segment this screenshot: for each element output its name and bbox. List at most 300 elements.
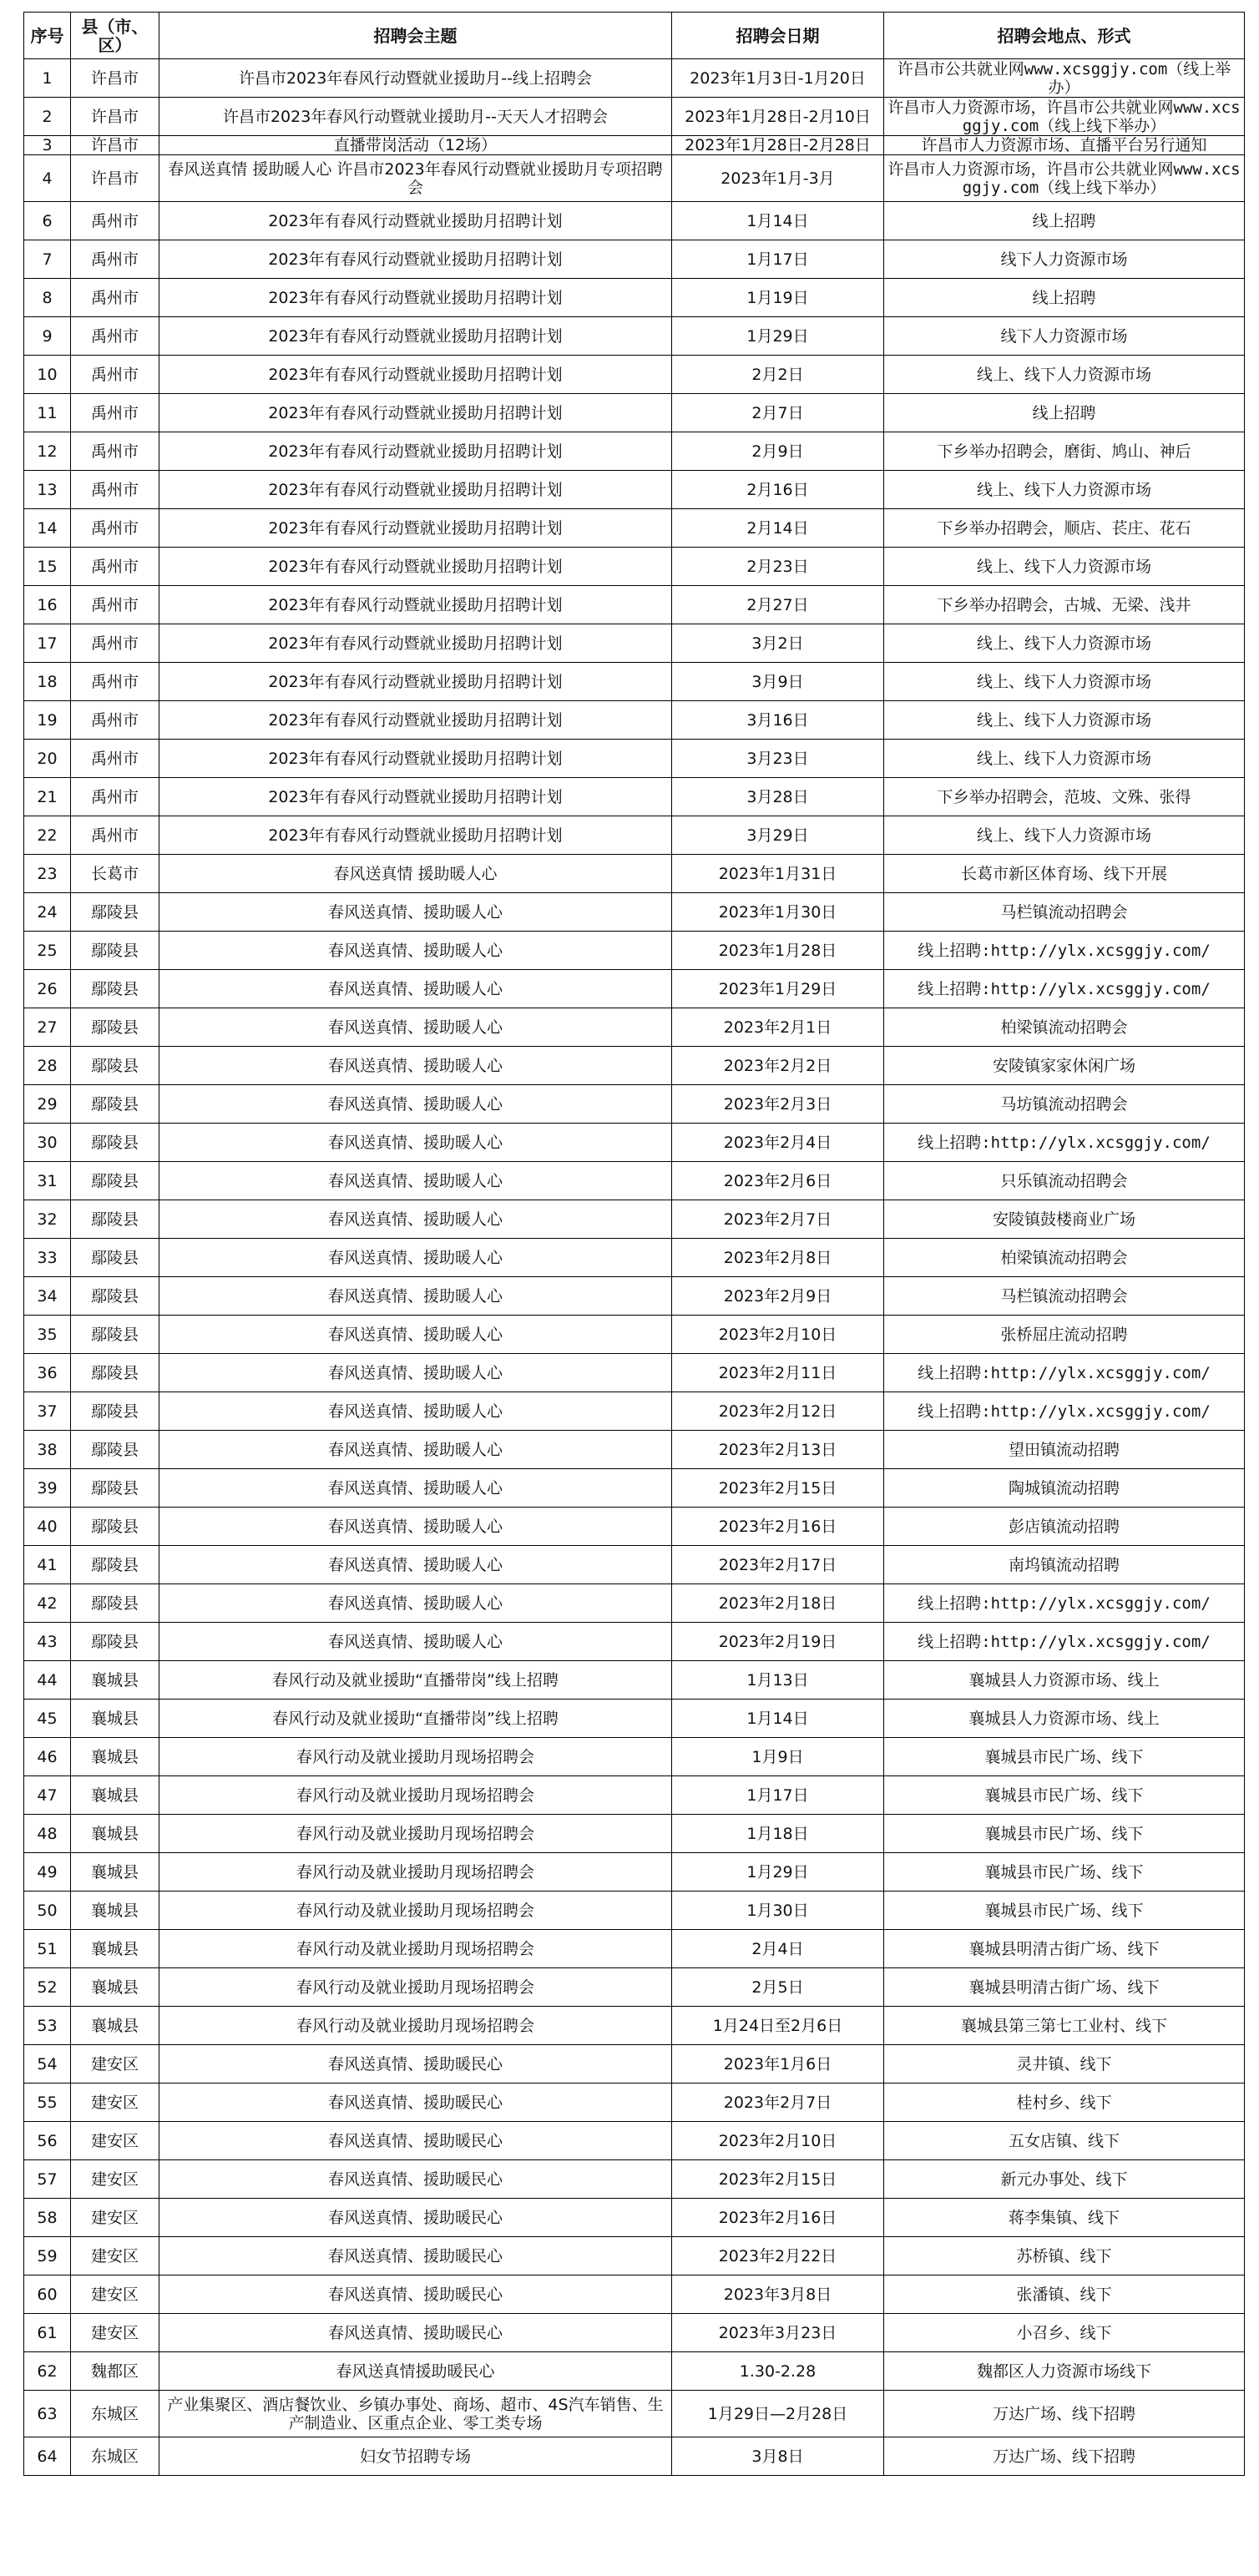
cell-theme[interactable]: 春风送真情、援助暖人心 xyxy=(159,970,672,1008)
cell-county[interactable]: 鄢陵县 xyxy=(71,1392,159,1431)
cell-seq[interactable]: 35 xyxy=(24,1316,71,1354)
cell-date[interactable]: 1月17日 xyxy=(672,1776,884,1815)
cell-seq[interactable]: 56 xyxy=(24,2122,71,2160)
cell-theme[interactable]: 春风送真情、援助暖人心 xyxy=(159,1085,672,1124)
cell-county[interactable]: 鄢陵县 xyxy=(71,1469,159,1508)
cell-venue[interactable]: 襄城县第三第七工业村、线下 xyxy=(884,2007,1245,2045)
cell-theme[interactable]: 春风送真情、援助暖民心 xyxy=(159,2314,672,2352)
cell-theme[interactable]: 春风送真情、援助暖人心 xyxy=(159,1047,672,1085)
cell-date[interactable]: 3月2日 xyxy=(672,624,884,663)
cell-theme[interactable]: 春风送真情、援助暖人心 xyxy=(159,932,672,970)
cell-county[interactable]: 鄢陵县 xyxy=(71,1085,159,1124)
cell-theme[interactable]: 妇女节招聘专场 xyxy=(159,2437,672,2476)
cell-venue[interactable]: 线下人力资源市场 xyxy=(884,240,1245,279)
cell-date[interactable]: 2023年2月1日 xyxy=(672,1008,884,1047)
cell-date[interactable]: 3月9日 xyxy=(672,663,884,701)
cell-venue[interactable]: 陶城镇流动招聘 xyxy=(884,1469,1245,1508)
cell-county[interactable]: 鄢陵县 xyxy=(71,1200,159,1239)
cell-county[interactable]: 鄢陵县 xyxy=(71,932,159,970)
cell-date[interactable]: 2023年1月28日-2月28日 xyxy=(672,136,884,155)
cell-seq[interactable]: 23 xyxy=(24,855,71,893)
cell-date[interactable]: 1月18日 xyxy=(672,1815,884,1853)
cell-venue[interactable]: 柏梁镇流动招聘会 xyxy=(884,1239,1245,1277)
cell-seq[interactable]: 49 xyxy=(24,1853,71,1892)
cell-county[interactable]: 禹州市 xyxy=(71,509,159,548)
cell-county[interactable]: 许昌市 xyxy=(71,155,159,202)
cell-seq[interactable]: 28 xyxy=(24,1047,71,1085)
cell-county[interactable]: 鄢陵县 xyxy=(71,1239,159,1277)
cell-county[interactable]: 许昌市 xyxy=(71,98,159,136)
cell-venue[interactable]: 襄城县明清古街广场、线下 xyxy=(884,1930,1245,1968)
cell-venue[interactable]: 线上招聘:http://ylx.xcsggjy.com/ xyxy=(884,1584,1245,1623)
cell-date[interactable]: 2023年2月10日 xyxy=(672,1316,884,1354)
cell-theme[interactable]: 春风送真情、援助暖人心 xyxy=(159,1431,672,1469)
cell-date[interactable]: 2023年1月3日-1月20日 xyxy=(672,59,884,98)
header-theme[interactable]: 招聘会主题 xyxy=(159,13,672,59)
cell-county[interactable]: 鄢陵县 xyxy=(71,1162,159,1200)
cell-date[interactable]: 1月17日 xyxy=(672,240,884,279)
cell-date[interactable]: 2023年2月10日 xyxy=(672,2122,884,2160)
cell-date[interactable]: 1月29日—2月28日 xyxy=(672,2391,884,2437)
cell-venue[interactable]: 许昌市人力资源市场，许昌市公共就业网www.xcsggjy.com（线上线下举办） xyxy=(884,98,1245,136)
cell-venue[interactable]: 张潘镇、线下 xyxy=(884,2275,1245,2314)
cell-theme[interactable]: 春风行动及就业援助月现场招聘会 xyxy=(159,1776,672,1815)
cell-seq[interactable]: 45 xyxy=(24,1700,71,1738)
cell-theme[interactable]: 春风送真情、援助暖民心 xyxy=(159,2122,672,2160)
cell-county[interactable]: 禹州市 xyxy=(71,624,159,663)
cell-theme[interactable]: 春风送真情、援助暖人心 xyxy=(159,1584,672,1623)
cell-venue[interactable]: 线上、线下人力资源市场 xyxy=(884,471,1245,509)
cell-seq[interactable]: 22 xyxy=(24,816,71,855)
cell-theme[interactable]: 春风送真情、援助暖人心 xyxy=(159,1392,672,1431)
cell-theme[interactable]: 春风送真情、援助暖民心 xyxy=(159,2160,672,2199)
cell-venue[interactable]: 线上、线下人力资源市场 xyxy=(884,740,1245,778)
cell-seq[interactable]: 15 xyxy=(24,548,71,586)
cell-seq[interactable]: 50 xyxy=(24,1892,71,1930)
cell-theme[interactable]: 2023年有春风行动暨就业援助月招聘计划 xyxy=(159,279,672,317)
cell-venue[interactable]: 望田镇流动招聘 xyxy=(884,1431,1245,1469)
cell-county[interactable]: 禹州市 xyxy=(71,279,159,317)
cell-county[interactable]: 鄢陵县 xyxy=(71,1584,159,1623)
cell-venue[interactable]: 马坊镇流动招聘会 xyxy=(884,1085,1245,1124)
cell-county[interactable]: 鄢陵县 xyxy=(71,1431,159,1469)
cell-county[interactable]: 襄城县 xyxy=(71,1968,159,2007)
cell-venue[interactable]: 线上招聘:http://ylx.xcsggjy.com/ xyxy=(884,932,1245,970)
cell-venue[interactable]: 安陵镇鼓楼商业广场 xyxy=(884,1200,1245,1239)
cell-date[interactable]: 2023年2月16日 xyxy=(672,2199,884,2237)
cell-theme[interactable]: 春风行动及就业援助月现场招聘会 xyxy=(159,1892,672,1930)
cell-venue[interactable]: 线上、线下人力资源市场 xyxy=(884,624,1245,663)
cell-seq[interactable]: 44 xyxy=(24,1661,71,1700)
cell-county[interactable]: 禹州市 xyxy=(71,663,159,701)
cell-venue[interactable]: 五女店镇、线下 xyxy=(884,2122,1245,2160)
cell-county[interactable]: 魏都区 xyxy=(71,2352,159,2391)
cell-theme[interactable]: 2023年有春风行动暨就业援助月招聘计划 xyxy=(159,816,672,855)
cell-theme[interactable]: 春风送真情、援助暖人心 xyxy=(159,1354,672,1392)
cell-seq[interactable]: 12 xyxy=(24,432,71,471)
cell-seq[interactable]: 21 xyxy=(24,778,71,816)
cell-theme[interactable]: 2023年有春风行动暨就业援助月招聘计划 xyxy=(159,202,672,240)
cell-county[interactable]: 襄城县 xyxy=(71,1815,159,1853)
cell-county[interactable]: 鄢陵县 xyxy=(71,1277,159,1316)
cell-venue[interactable]: 下乡举办招聘会，古城、无梁、浅井 xyxy=(884,586,1245,624)
cell-venue[interactable]: 马栏镇流动招聘会 xyxy=(884,893,1245,932)
cell-date[interactable]: 2023年3月23日 xyxy=(672,2314,884,2352)
header-county[interactable]: 县（市、区） xyxy=(71,13,159,59)
cell-theme[interactable]: 春风送真情、援助暖人心 xyxy=(159,1124,672,1162)
cell-theme[interactable]: 许昌市2023年春风行动暨就业援助月--天天人才招聘会 xyxy=(159,98,672,136)
cell-date[interactable]: 2023年2月3日 xyxy=(672,1085,884,1124)
cell-county[interactable]: 襄城县 xyxy=(71,1892,159,1930)
cell-venue[interactable]: 新元办事处、线下 xyxy=(884,2160,1245,2199)
cell-seq[interactable]: 17 xyxy=(24,624,71,663)
cell-theme[interactable]: 春风送真情、援助暖人心 xyxy=(159,1623,672,1661)
cell-theme[interactable]: 春风送真情、援助暖民心 xyxy=(159,2045,672,2084)
cell-date[interactable]: 2023年2月15日 xyxy=(672,2160,884,2199)
header-date[interactable]: 招聘会日期 xyxy=(672,13,884,59)
cell-date[interactable]: 1.30-2.28 xyxy=(672,2352,884,2391)
cell-seq[interactable]: 55 xyxy=(24,2084,71,2122)
cell-date[interactable]: 2023年2月9日 xyxy=(672,1277,884,1316)
cell-county[interactable]: 襄城县 xyxy=(71,2007,159,2045)
cell-theme[interactable]: 春风行动及就业援助月现场招聘会 xyxy=(159,1738,672,1776)
cell-seq[interactable]: 13 xyxy=(24,471,71,509)
cell-seq[interactable]: 18 xyxy=(24,663,71,701)
cell-date[interactable]: 2023年1月30日 xyxy=(672,893,884,932)
cell-venue[interactable]: 蒋李集镇、线下 xyxy=(884,2199,1245,2237)
cell-venue[interactable]: 线上招聘:http://ylx.xcsggjy.com/ xyxy=(884,1623,1245,1661)
cell-theme[interactable]: 2023年有春风行动暨就业援助月招聘计划 xyxy=(159,509,672,548)
cell-county[interactable]: 建安区 xyxy=(71,2160,159,2199)
cell-venue[interactable]: 苏桥镇、线下 xyxy=(884,2237,1245,2275)
cell-seq[interactable]: 14 xyxy=(24,509,71,548)
cell-venue[interactable]: 襄城县人力资源市场、线上 xyxy=(884,1661,1245,1700)
cell-county[interactable]: 禹州市 xyxy=(71,548,159,586)
cell-seq[interactable]: 31 xyxy=(24,1162,71,1200)
cell-theme[interactable]: 2023年有春风行动暨就业援助月招聘计划 xyxy=(159,586,672,624)
cell-seq[interactable]: 43 xyxy=(24,1623,71,1661)
cell-seq[interactable]: 48 xyxy=(24,1815,71,1853)
cell-seq[interactable]: 16 xyxy=(24,586,71,624)
cell-venue[interactable]: 线上招聘 xyxy=(884,279,1245,317)
cell-venue[interactable]: 线下人力资源市场 xyxy=(884,317,1245,356)
cell-date[interactable]: 2月2日 xyxy=(672,356,884,394)
cell-theme[interactable]: 2023年有春风行动暨就业援助月招聘计划 xyxy=(159,663,672,701)
cell-date[interactable]: 1月9日 xyxy=(672,1738,884,1776)
cell-date[interactable]: 2023年2月19日 xyxy=(672,1623,884,1661)
cell-seq[interactable]: 62 xyxy=(24,2352,71,2391)
cell-theme[interactable]: 春风送真情、援助暖人心 xyxy=(159,1316,672,1354)
cell-seq[interactable]: 60 xyxy=(24,2275,71,2314)
cell-county[interactable]: 建安区 xyxy=(71,2314,159,2352)
cell-theme[interactable]: 2023年有春风行动暨就业援助月招聘计划 xyxy=(159,624,672,663)
cell-seq[interactable]: 6 xyxy=(24,202,71,240)
cell-theme[interactable]: 春风送真情、援助暖人心 xyxy=(159,1239,672,1277)
cell-seq[interactable]: 10 xyxy=(24,356,71,394)
cell-seq[interactable]: 39 xyxy=(24,1469,71,1508)
cell-theme[interactable]: 春风行动及就业援助月现场招聘会 xyxy=(159,1968,672,2007)
cell-theme[interactable]: 春风送真情 援助暖人心 xyxy=(159,855,672,893)
cell-date[interactable]: 2月4日 xyxy=(672,1930,884,1968)
cell-date[interactable]: 2023年2月22日 xyxy=(672,2237,884,2275)
cell-venue[interactable]: 线上、线下人力资源市场 xyxy=(884,816,1245,855)
cell-seq[interactable]: 26 xyxy=(24,970,71,1008)
cell-date[interactable]: 2023年2月6日 xyxy=(672,1162,884,1200)
cell-seq[interactable]: 9 xyxy=(24,317,71,356)
cell-county[interactable]: 建安区 xyxy=(71,2045,159,2084)
cell-theme[interactable]: 春风行动及就业援助月现场招聘会 xyxy=(159,1930,672,1968)
cell-theme[interactable]: 春风送真情、援助暖人心 xyxy=(159,1508,672,1546)
cell-seq[interactable]: 64 xyxy=(24,2437,71,2476)
cell-county[interactable]: 襄城县 xyxy=(71,1738,159,1776)
cell-theme[interactable]: 产业集聚区、酒店餐饮业、乡镇办事处、商场、超市、4S汽车销售、生产制造业、区重点企业、零工类专场 xyxy=(159,2391,672,2437)
cell-seq[interactable]: 24 xyxy=(24,893,71,932)
cell-theme[interactable]: 2023年有春风行动暨就业援助月招聘计划 xyxy=(159,548,672,586)
cell-venue[interactable]: 魏都区人力资源市场线下 xyxy=(884,2352,1245,2391)
cell-date[interactable]: 3月23日 xyxy=(672,740,884,778)
cell-seq[interactable]: 42 xyxy=(24,1584,71,1623)
cell-venue[interactable]: 万达广场、线下招聘 xyxy=(884,2437,1245,2476)
cell-date[interactable]: 1月29日 xyxy=(672,1853,884,1892)
cell-county[interactable]: 禹州市 xyxy=(71,317,159,356)
cell-county[interactable]: 禹州市 xyxy=(71,586,159,624)
cell-seq[interactable]: 47 xyxy=(24,1776,71,1815)
cell-date[interactable]: 1月30日 xyxy=(672,1892,884,1930)
cell-seq[interactable]: 41 xyxy=(24,1546,71,1584)
cell-county[interactable]: 禹州市 xyxy=(71,740,159,778)
cell-county[interactable]: 禹州市 xyxy=(71,471,159,509)
cell-date[interactable]: 2023年2月11日 xyxy=(672,1354,884,1392)
cell-venue[interactable]: 线上招聘 xyxy=(884,202,1245,240)
cell-county[interactable]: 禹州市 xyxy=(71,816,159,855)
cell-seq[interactable]: 46 xyxy=(24,1738,71,1776)
cell-theme[interactable]: 春风行动及就业援助“直播带岗”线上招聘 xyxy=(159,1661,672,1700)
cell-venue[interactable]: 马栏镇流动招聘会 xyxy=(884,1277,1245,1316)
cell-date[interactable]: 1月13日 xyxy=(672,1661,884,1700)
header-seq[interactable]: 序号 xyxy=(24,13,71,59)
cell-seq[interactable]: 54 xyxy=(24,2045,71,2084)
cell-venue[interactable]: 线上、线下人力资源市场 xyxy=(884,701,1245,740)
cell-county[interactable]: 鄢陵县 xyxy=(71,1008,159,1047)
cell-date[interactable]: 2023年2月13日 xyxy=(672,1431,884,1469)
cell-theme[interactable]: 春风行动及就业援助月现场招聘会 xyxy=(159,2007,672,2045)
cell-theme[interactable]: 春风送真情、援助暖人心 xyxy=(159,1162,672,1200)
cell-date[interactable]: 2023年2月16日 xyxy=(672,1508,884,1546)
cell-county[interactable]: 禹州市 xyxy=(71,202,159,240)
cell-venue[interactable]: 线上招聘:http://ylx.xcsggjy.com/ xyxy=(884,1124,1245,1162)
cell-theme[interactable]: 春风送真情、援助暖人心 xyxy=(159,1469,672,1508)
cell-date[interactable]: 2023年2月15日 xyxy=(672,1469,884,1508)
cell-venue[interactable]: 线上招聘:http://ylx.xcsggjy.com/ xyxy=(884,1354,1245,1392)
cell-theme[interactable]: 2023年有春风行动暨就业援助月招聘计划 xyxy=(159,701,672,740)
cell-county[interactable]: 禹州市 xyxy=(71,778,159,816)
cell-theme[interactable]: 春风送真情、援助暖民心 xyxy=(159,2275,672,2314)
cell-date[interactable]: 2023年3月8日 xyxy=(672,2275,884,2314)
cell-date[interactable]: 2023年2月4日 xyxy=(672,1124,884,1162)
cell-county[interactable]: 襄城县 xyxy=(71,1776,159,1815)
cell-venue[interactable]: 襄城县市民广场、线下 xyxy=(884,1815,1245,1853)
cell-venue[interactable]: 襄城县市民广场、线下 xyxy=(884,1892,1245,1930)
cell-seq[interactable]: 27 xyxy=(24,1008,71,1047)
cell-county[interactable]: 建安区 xyxy=(71,2275,159,2314)
cell-date[interactable]: 1月29日 xyxy=(672,317,884,356)
cell-theme[interactable]: 2023年有春风行动暨就业援助月招聘计划 xyxy=(159,432,672,471)
cell-venue[interactable]: 线上招聘:http://ylx.xcsggjy.com/ xyxy=(884,970,1245,1008)
cell-date[interactable]: 2023年1月29日 xyxy=(672,970,884,1008)
cell-county[interactable]: 禹州市 xyxy=(71,240,159,279)
cell-date[interactable]: 2月14日 xyxy=(672,509,884,548)
cell-seq[interactable]: 61 xyxy=(24,2314,71,2352)
cell-seq[interactable]: 3 xyxy=(24,136,71,155)
cell-theme[interactable]: 直播带岗活动（12场） xyxy=(159,136,672,155)
cell-seq[interactable]: 38 xyxy=(24,1431,71,1469)
cell-date[interactable]: 3月28日 xyxy=(672,778,884,816)
cell-theme[interactable]: 春风送真情、援助暖人心 xyxy=(159,1277,672,1316)
cell-county[interactable]: 禹州市 xyxy=(71,356,159,394)
cell-seq[interactable]: 4 xyxy=(24,155,71,202)
header-venue[interactable]: 招聘会地点、形式 xyxy=(884,13,1245,59)
cell-theme[interactable]: 春风送真情 援助暖人心 许昌市2023年春风行动暨就业援助月专项招聘会 xyxy=(159,155,672,202)
cell-venue[interactable]: 彭店镇流动招聘 xyxy=(884,1508,1245,1546)
cell-theme[interactable]: 2023年有春风行动暨就业援助月招聘计划 xyxy=(159,778,672,816)
cell-venue[interactable]: 张桥屈庄流动招聘 xyxy=(884,1316,1245,1354)
cell-venue[interactable]: 襄城县明清古街广场、线下 xyxy=(884,1968,1245,2007)
cell-county[interactable]: 东城区 xyxy=(71,2391,159,2437)
cell-seq[interactable]: 51 xyxy=(24,1930,71,1968)
cell-date[interactable]: 2023年2月12日 xyxy=(672,1392,884,1431)
cell-seq[interactable]: 29 xyxy=(24,1085,71,1124)
cell-seq[interactable]: 59 xyxy=(24,2237,71,2275)
cell-venue[interactable]: 许昌市人力资源市场、直播平台另行通知 xyxy=(884,136,1245,155)
cell-venue[interactable]: 襄城县市民广场、线下 xyxy=(884,1738,1245,1776)
cell-date[interactable]: 2023年2月7日 xyxy=(672,1200,884,1239)
cell-county[interactable]: 建安区 xyxy=(71,2199,159,2237)
cell-seq[interactable]: 25 xyxy=(24,932,71,970)
cell-county[interactable]: 许昌市 xyxy=(71,136,159,155)
cell-venue[interactable]: 万达广场、线下招聘 xyxy=(884,2391,1245,2437)
cell-venue[interactable]: 灵井镇、线下 xyxy=(884,2045,1245,2084)
cell-date[interactable]: 2月5日 xyxy=(672,1968,884,2007)
cell-seq[interactable]: 63 xyxy=(24,2391,71,2437)
cell-date[interactable]: 2023年1月28日 xyxy=(672,932,884,970)
cell-venue[interactable]: 柏梁镇流动招聘会 xyxy=(884,1008,1245,1047)
cell-venue[interactable]: 襄城县市民广场、线下 xyxy=(884,1776,1245,1815)
cell-date[interactable]: 2023年1月-3月 xyxy=(672,155,884,202)
cell-venue[interactable]: 线上、线下人力资源市场 xyxy=(884,548,1245,586)
cell-seq[interactable]: 53 xyxy=(24,2007,71,2045)
cell-date[interactable]: 2023年1月31日 xyxy=(672,855,884,893)
cell-seq[interactable]: 1 xyxy=(24,59,71,98)
cell-county[interactable]: 建安区 xyxy=(71,2122,159,2160)
cell-date[interactable]: 1月19日 xyxy=(672,279,884,317)
cell-seq[interactable]: 57 xyxy=(24,2160,71,2199)
cell-county[interactable]: 鄢陵县 xyxy=(71,1124,159,1162)
cell-theme[interactable]: 春风送真情援助暖民心 xyxy=(159,2352,672,2391)
cell-venue[interactable]: 南坞镇流动招聘 xyxy=(884,1546,1245,1584)
cell-date[interactable]: 2月27日 xyxy=(672,586,884,624)
cell-county[interactable]: 东城区 xyxy=(71,2437,159,2476)
cell-venue[interactable]: 下乡举办招聘会，顺店、苌庄、花石 xyxy=(884,509,1245,548)
cell-theme[interactable]: 春风送真情、援助暖民心 xyxy=(159,2237,672,2275)
cell-theme[interactable]: 2023年有春风行动暨就业援助月招聘计划 xyxy=(159,240,672,279)
cell-county[interactable]: 建安区 xyxy=(71,2237,159,2275)
cell-venue[interactable]: 线上招聘:http://ylx.xcsggjy.com/ xyxy=(884,1392,1245,1431)
cell-theme[interactable]: 春风送真情、援助暖人心 xyxy=(159,893,672,932)
cell-date[interactable]: 1月14日 xyxy=(672,202,884,240)
cell-county[interactable]: 建安区 xyxy=(71,2084,159,2122)
cell-seq[interactable]: 32 xyxy=(24,1200,71,1239)
cell-seq[interactable]: 30 xyxy=(24,1124,71,1162)
cell-date[interactable]: 3月8日 xyxy=(672,2437,884,2476)
cell-date[interactable]: 1月24日至2月6日 xyxy=(672,2007,884,2045)
cell-county[interactable]: 襄城县 xyxy=(71,1661,159,1700)
cell-theme[interactable]: 春风送真情、援助暖人心 xyxy=(159,1008,672,1047)
cell-date[interactable]: 2月9日 xyxy=(672,432,884,471)
cell-theme[interactable]: 2023年有春风行动暨就业援助月招聘计划 xyxy=(159,356,672,394)
cell-venue[interactable]: 许昌市公共就业网www.xcsggjy.com（线上举办） xyxy=(884,59,1245,98)
cell-venue[interactable]: 小召乡、线下 xyxy=(884,2314,1245,2352)
cell-venue[interactable]: 下乡举办招聘会，磨街、鸠山、神后 xyxy=(884,432,1245,471)
cell-venue[interactable]: 襄城县市民广场、线下 xyxy=(884,1853,1245,1892)
cell-county[interactable]: 鄢陵县 xyxy=(71,1316,159,1354)
cell-county[interactable]: 鄢陵县 xyxy=(71,1508,159,1546)
cell-theme[interactable]: 许昌市2023年春风行动暨就业援助月--线上招聘会 xyxy=(159,59,672,98)
cell-theme[interactable]: 春风送真情、援助暖民心 xyxy=(159,2084,672,2122)
cell-date[interactable]: 2023年2月8日 xyxy=(672,1239,884,1277)
cell-county[interactable]: 襄城县 xyxy=(71,1930,159,1968)
cell-seq[interactable]: 8 xyxy=(24,279,71,317)
cell-venue[interactable]: 线上、线下人力资源市场 xyxy=(884,356,1245,394)
cell-seq[interactable]: 33 xyxy=(24,1239,71,1277)
cell-county[interactable]: 禹州市 xyxy=(71,432,159,471)
cell-theme[interactable]: 春风行动及就业援助月现场招聘会 xyxy=(159,1853,672,1892)
cell-venue[interactable]: 线上招聘 xyxy=(884,394,1245,432)
cell-venue[interactable]: 只乐镇流动招聘会 xyxy=(884,1162,1245,1200)
cell-venue[interactable]: 襄城县人力资源市场、线上 xyxy=(884,1700,1245,1738)
cell-seq[interactable]: 36 xyxy=(24,1354,71,1392)
cell-seq[interactable]: 11 xyxy=(24,394,71,432)
cell-county[interactable]: 襄城县 xyxy=(71,1700,159,1738)
cell-theme[interactable]: 2023年有春风行动暨就业援助月招聘计划 xyxy=(159,740,672,778)
cell-venue[interactable]: 下乡举办招聘会，范坡、文殊、张得 xyxy=(884,778,1245,816)
cell-date[interactable]: 2023年1月6日 xyxy=(672,2045,884,2084)
cell-date[interactable]: 2023年2月2日 xyxy=(672,1047,884,1085)
cell-county[interactable]: 襄城县 xyxy=(71,1853,159,1892)
cell-venue[interactable]: 线上、线下人力资源市场 xyxy=(884,663,1245,701)
cell-county[interactable]: 许昌市 xyxy=(71,59,159,98)
cell-venue[interactable]: 桂村乡、线下 xyxy=(884,2084,1245,2122)
cell-date[interactable]: 3月16日 xyxy=(672,701,884,740)
cell-seq[interactable]: 52 xyxy=(24,1968,71,2007)
cell-county[interactable]: 鄢陵县 xyxy=(71,1546,159,1584)
cell-county[interactable]: 鄢陵县 xyxy=(71,970,159,1008)
cell-county[interactable]: 鄢陵县 xyxy=(71,893,159,932)
cell-venue[interactable]: 许昌市人力资源市场，许昌市公共就业网www.xcsggjy.com（线上线下举办） xyxy=(884,155,1245,202)
cell-date[interactable]: 2月23日 xyxy=(672,548,884,586)
cell-county[interactable]: 禹州市 xyxy=(71,394,159,432)
cell-date[interactable]: 2023年1月28日-2月10日 xyxy=(672,98,884,136)
cell-county[interactable]: 鄢陵县 xyxy=(71,1354,159,1392)
cell-seq[interactable]: 37 xyxy=(24,1392,71,1431)
cell-date[interactable]: 2月7日 xyxy=(672,394,884,432)
cell-theme[interactable]: 春风送真情、援助暖人心 xyxy=(159,1200,672,1239)
cell-date[interactable]: 2023年2月7日 xyxy=(672,2084,884,2122)
cell-theme[interactable]: 2023年有春风行动暨就业援助月招聘计划 xyxy=(159,317,672,356)
cell-seq[interactable]: 2 xyxy=(24,98,71,136)
cell-date[interactable]: 2023年2月17日 xyxy=(672,1546,884,1584)
cell-county[interactable]: 长葛市 xyxy=(71,855,159,893)
cell-venue[interactable]: 安陵镇家家休闲广场 xyxy=(884,1047,1245,1085)
